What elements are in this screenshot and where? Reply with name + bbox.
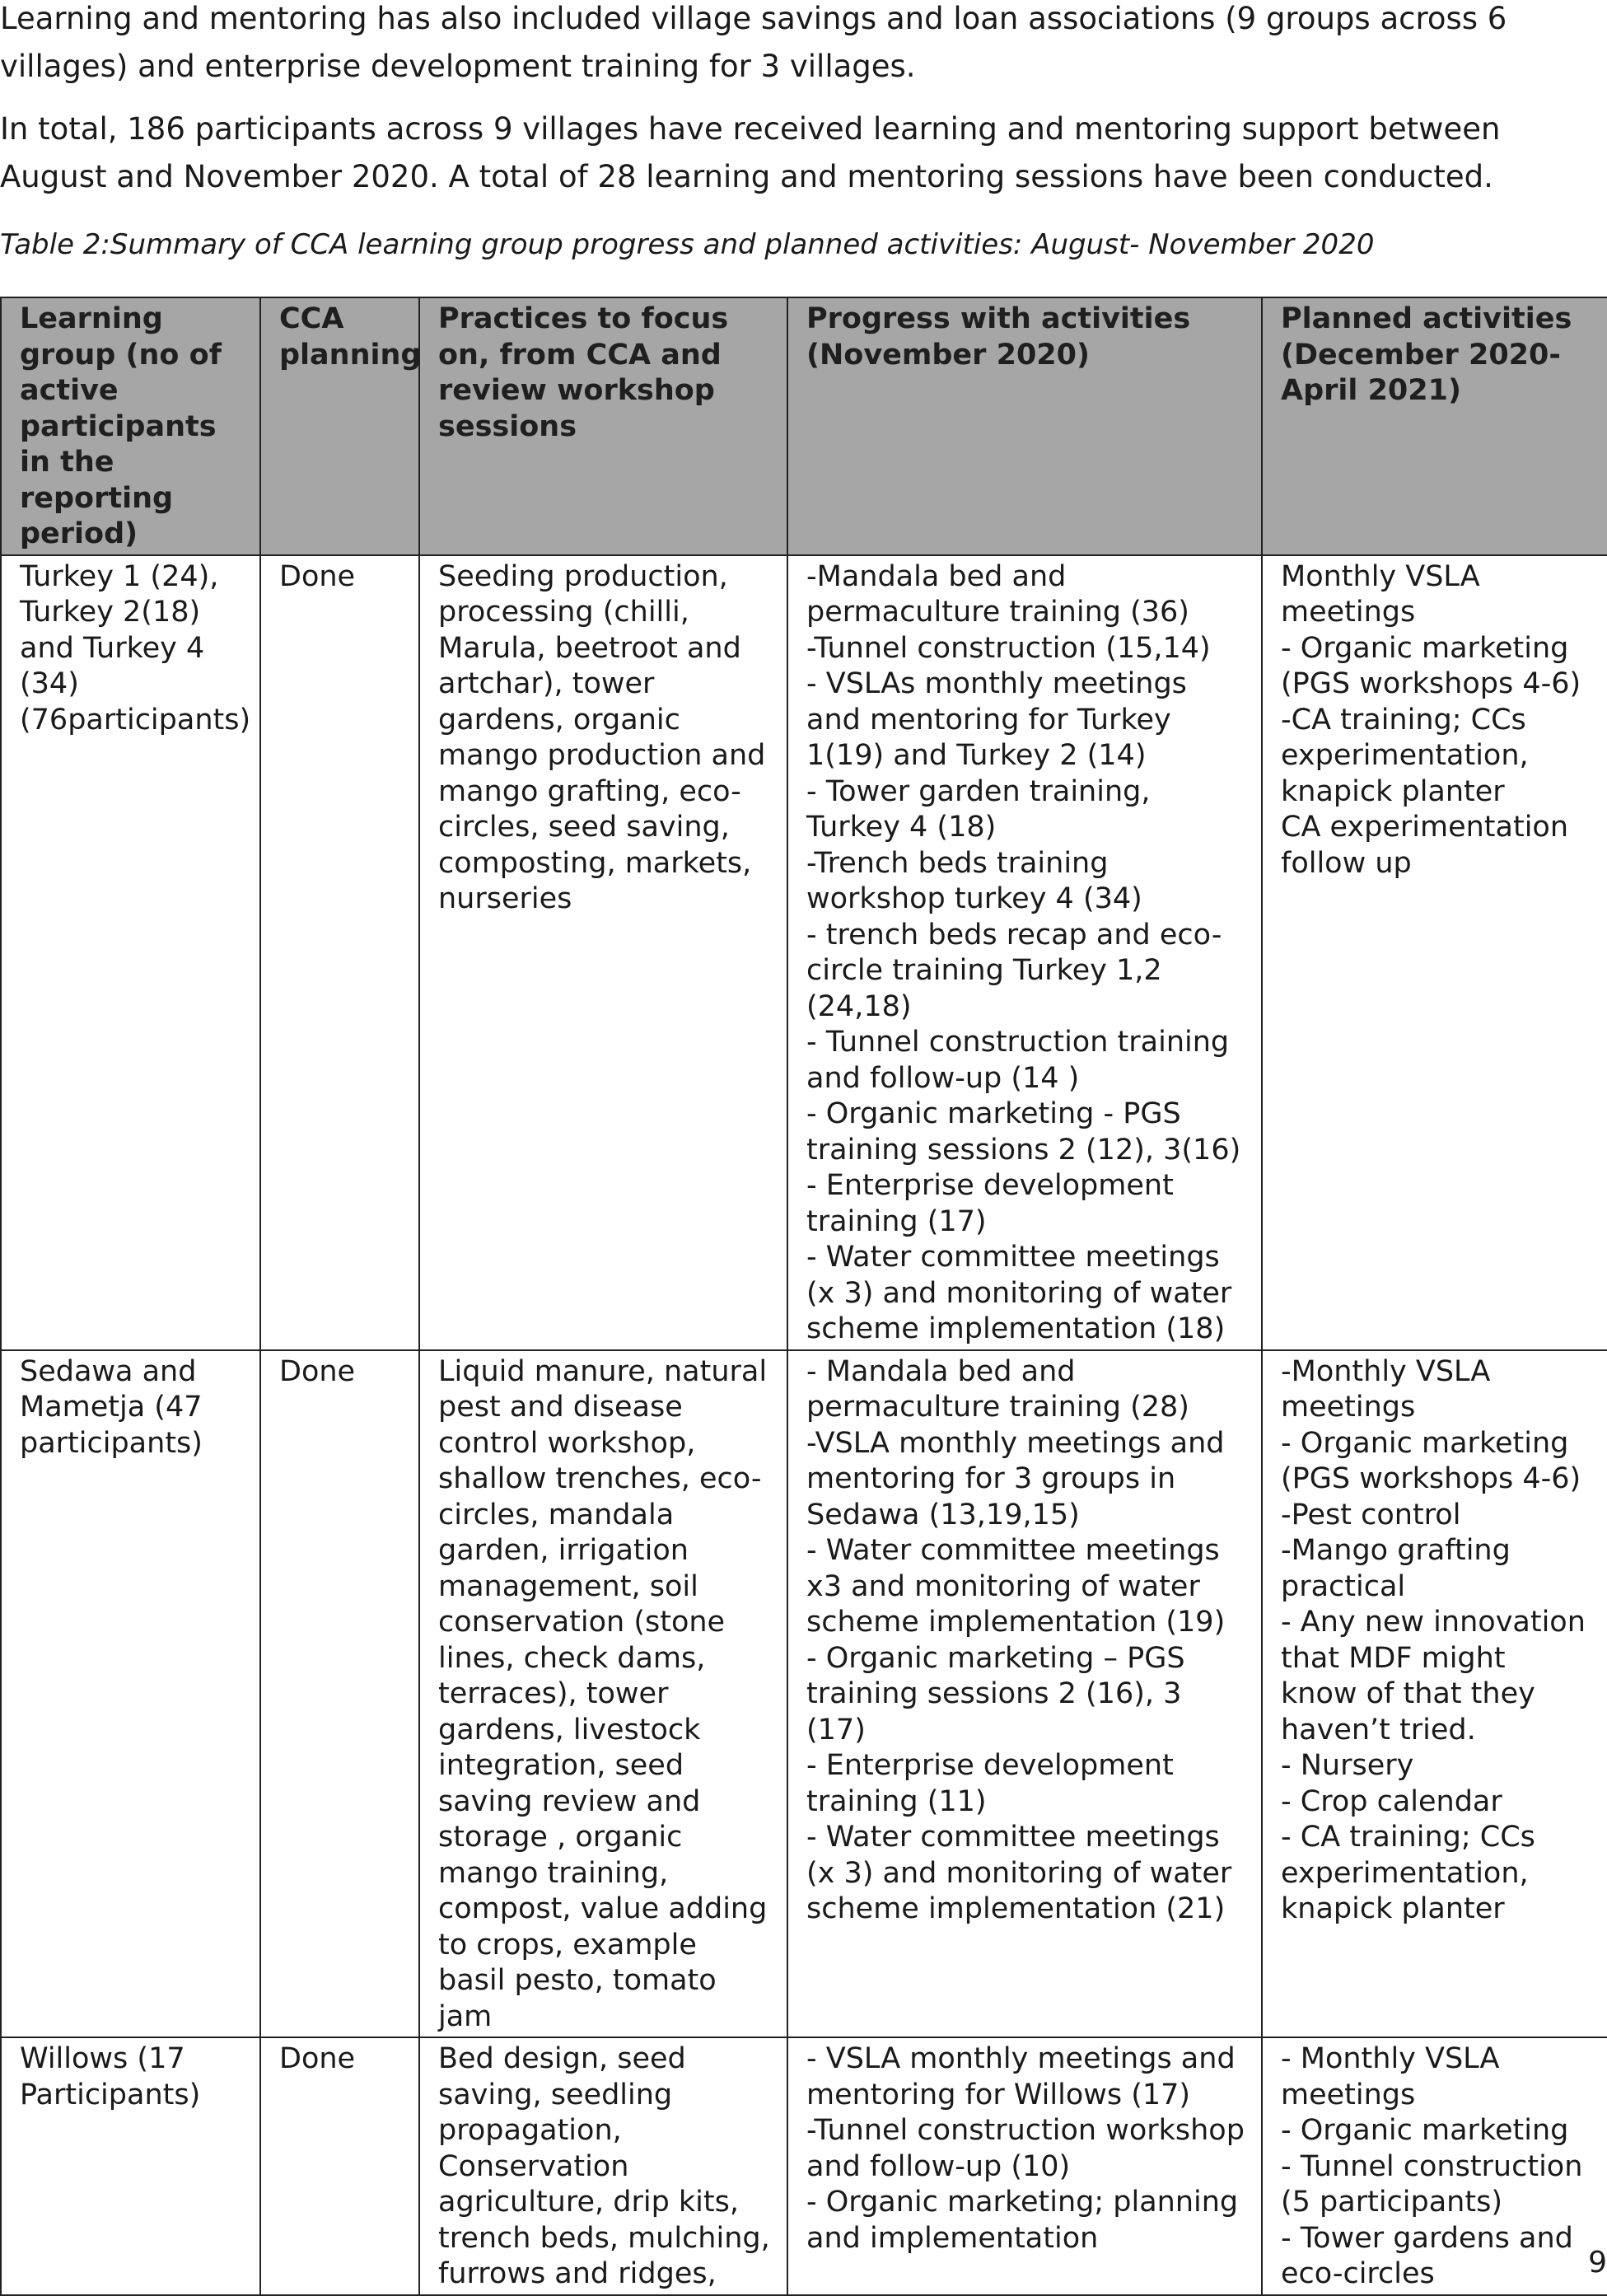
header-practices: Practices to focus on, from CCA and review workshop sessions xyxy=(419,297,787,555)
cell-planned xyxy=(1262,2037,1607,2295)
cell-practices: Seeding production, processing (chilli, Marula, beetroot and artchar), tower gardens, organic mango production and mango grafting, eco-circles, seed saving, composting, markets, nurseries xyxy=(419,555,787,1350)
cell-planning: Done xyxy=(260,555,419,1350)
cell-progress xyxy=(787,555,1262,1350)
planned-item: - CA training; CCs experimentation, knapick planter xyxy=(1281,1821,1535,1925)
table-caption: Table 2:Summary of CCA learning group progress and planned activities: August- November 2020 xyxy=(0,228,1375,261)
planned-item: - Tunnel construction (5 participants) xyxy=(1281,2149,1583,2219)
cell-group: Sedawa and Mametja (47 participants) xyxy=(1,1350,260,2038)
cell-planning: Done xyxy=(260,1350,419,2038)
planned-item: - Nursery xyxy=(1281,1749,1414,1782)
planned-item: - Organic marketing (PGS workshops 4-6) xyxy=(1281,1426,1581,1495)
cell-group: Willows (17 Participants) xyxy=(1,2037,260,2295)
cell-group: Turkey 1 (24), Turkey 2(18) and Turkey 4 (34) (76participants) xyxy=(1,555,260,1350)
cell-practices: Bed design, seed saving, seedling propagation, Conservation agriculture, drip kits, trench beds, mulching, furrows and ridges, xyxy=(419,2037,787,2295)
progress-item: - Tower garden training, Turkey 4 (18) xyxy=(806,774,1151,844)
planned-item: -Pest control xyxy=(1281,1498,1461,1531)
progress-item: - Tunnel construction training and follow-up (14 ) xyxy=(806,1026,1230,1095)
planned-item: -CA training; CCs experimentation, knapick planter xyxy=(1281,703,1529,808)
progress-table xyxy=(0,297,1607,2296)
progress-item: - Water committee meetings x3 and monitoring of water scheme implementation (19) xyxy=(806,1534,1226,1639)
intro-paragraph-2: In total, 186 participants across 9 villages have received learning and mentoring support between August and November 2020. A total of 28 learning and mentoring sessions have been conducted. xyxy=(0,111,1501,194)
progress-item: - Enterprise development training (17) xyxy=(806,1169,1174,1238)
header-cca-planning: CCA planning xyxy=(260,297,419,555)
cell-planned xyxy=(1262,555,1607,1350)
header-progress: Progress with activities (November 2020) xyxy=(787,297,1262,555)
planned-item: - Organic marketing xyxy=(1281,2114,1569,2147)
progress-item: - Water committee meetings (x 3) and monitoring of water scheme implementation (21) xyxy=(806,1821,1232,1925)
table-row xyxy=(1,1350,1607,2038)
progress-item: -Trench beds training workshop turkey 4 (34) xyxy=(806,846,1142,915)
planned-item: -Monthly VSLA meetings xyxy=(1281,1354,1491,1424)
page-number: 9 xyxy=(1588,2246,1607,2280)
progress-item: - Enterprise development training (11) xyxy=(806,1749,1174,1818)
cell-planned xyxy=(1262,1350,1607,2038)
progress-item: - VSLAs monthly meetings and mentoring for Turkey 1(19) and Turkey 2 (14) xyxy=(806,667,1187,772)
header-learning-group: Learning group (no of active participants in the reporting period) xyxy=(1,297,260,555)
progress-item: - Organic marketing - PGS training sessions 2 (12), 3(16) xyxy=(806,1097,1241,1167)
planned-item: - Organic marketing (PGS workshops 4-6) xyxy=(1281,631,1581,700)
progress-item: - Water committee meetings (x 3) and monitoring of water scheme implementation (18) xyxy=(806,1241,1232,1345)
planned-item: - Crop calendar xyxy=(1281,1784,1502,1818)
header-planned: Planned activities (December 2020- April 2021) xyxy=(1262,297,1607,555)
table-row xyxy=(1,555,1607,1350)
progress-item: -VSLA monthly meetings and mentoring for 3 groups in Sedawa (13,19,15) xyxy=(806,1426,1225,1531)
intro-paragraph-1: Learning and mentoring has also included village savings and loan associations (9 groups across 6 villages) and enterprise development training for 3 villages. xyxy=(0,1,1507,84)
progress-item: -Tunnel construction workshop and follow-up (10) xyxy=(806,2114,1245,2183)
table-header xyxy=(1,297,1607,555)
cell-planning: Done xyxy=(260,2037,419,2295)
progress-item: -Tunnel construction (15,14) xyxy=(806,631,1211,665)
cell-progress xyxy=(787,2037,1262,2295)
progress-item: - Mandala bed and permaculture training (28) xyxy=(806,1354,1189,1424)
cell-progress xyxy=(787,1350,1262,2038)
progress-item: -Mandala bed and permaculture training (36) xyxy=(806,559,1189,629)
progress-item: - VSLA monthly meetings and mentoring for Willows (17) xyxy=(806,2042,1236,2111)
planned-item: - Any new innovation that MDF might know of that they haven’t tried. xyxy=(1281,1606,1586,1747)
planned-item: - Monthly VSLA meetings xyxy=(1281,2042,1500,2111)
planned-item: Monthly VSLA meetings xyxy=(1281,559,1480,629)
planned-item: CA experimentation follow up xyxy=(1281,811,1569,880)
table-row xyxy=(1,2037,1607,2295)
cell-practices: Liquid manure, natural pest and disease control workshop, shallow trenches, eco-circles, mandala garden, irrigation management, soil conservation (stone lines, check dams, terraces), tower gardens, livestock integration, seed saving review and storage , organic mango training, compost, value adding to crops, example basil pesto, tomato jam xyxy=(419,1350,787,2038)
planned-item: - Tower gardens and eco-circles xyxy=(1281,2221,1573,2290)
progress-item: - Organic marketing; planning and implementation xyxy=(806,2186,1239,2255)
progress-item: - trench beds recap and eco-circle training Turkey 1,2 (24,18) xyxy=(806,918,1222,1023)
planned-item: -Mango grafting practical xyxy=(1281,1534,1511,1603)
progress-item: - Organic marketing – PGS training sessions 2 (16), 3 (17) xyxy=(806,1641,1185,1747)
